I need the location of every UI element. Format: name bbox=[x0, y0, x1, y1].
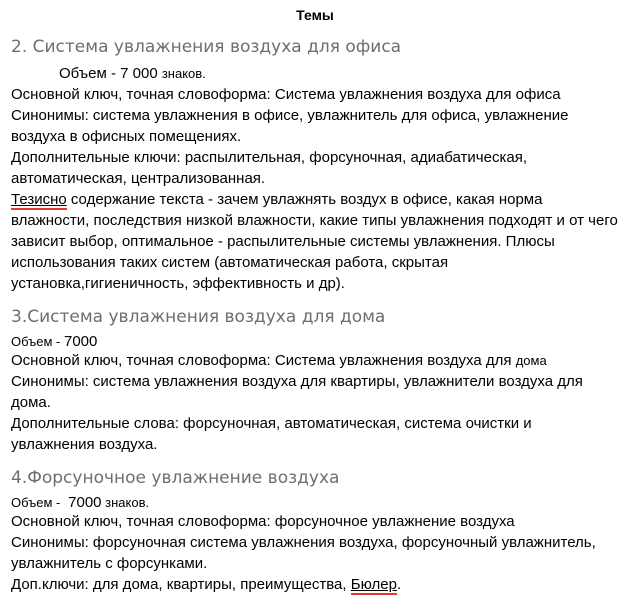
text-segment: Объем - 7 000 bbox=[59, 65, 162, 82]
misspelled-word: Бюлер bbox=[350, 576, 397, 593]
section-home-humidification bbox=[11, 306, 619, 455]
main-key-line bbox=[11, 511, 619, 532]
extra-keys-line bbox=[11, 147, 619, 189]
synonyms-line bbox=[11, 371, 619, 413]
text-segment: знаков. bbox=[101, 495, 150, 510]
text-segment: дома bbox=[515, 353, 547, 368]
text-segment: 7000 bbox=[63, 333, 98, 350]
text-segment: Объем - bbox=[11, 334, 64, 349]
section-heading: 3.Система увлажнения воздуха для дома bbox=[11, 307, 386, 327]
section-heading: 2. Система увлажнения воздуха для офиса bbox=[11, 37, 402, 57]
text-segment: 7000 bbox=[63, 494, 102, 511]
volume-line bbox=[11, 333, 619, 350]
text-segment: Основной ключ, точная словоформа: Система увлажнения воздуха для офиса bbox=[11, 86, 561, 103]
extra-keys-line bbox=[11, 574, 619, 595]
extra-words-line bbox=[11, 413, 619, 455]
text-segment: Синонимы: форсуночная система увлажнения воздуха, форсуночный увлажнитель, увлажнитель с форсунками. bbox=[11, 534, 596, 572]
section-heading: 4.Форсуночное увлажнение воздуха bbox=[11, 468, 340, 488]
text-segment: Основной ключ, точная словоформа: форсуночное увлажнение воздуха bbox=[11, 513, 515, 530]
main-key-line bbox=[11, 350, 619, 371]
synonyms-line bbox=[11, 105, 619, 147]
volume-line bbox=[11, 494, 619, 511]
misspelled-word: Тезисно bbox=[11, 191, 67, 208]
text-segment: Основной ключ, точная словоформа: Система увлажнения воздуха для bbox=[11, 352, 516, 369]
document-title: Темы bbox=[296, 7, 334, 23]
text-segment: содержание текста - зачем увлажнять воздух в офисе, какая норма влажности, последствия низкой влажности, какие типы увлажнения подходят и от чего зависит выбор, оптимальное - распылительные системы увлажнения. Плюсы использования таких систем (автоматическая работа, скрытая установка,гигиеничность, эффективность и др). bbox=[11, 191, 618, 292]
text-segment: Дополнительные слова: форсуночная, автоматическая, система очистки и увлажнения воздуха. bbox=[11, 415, 532, 453]
text-segment: Синонимы: система увлажнения воздуха для квартиры, увлажнители воздуха для дома. bbox=[11, 373, 583, 411]
text-segment: Дополнительные ключи: распылительная, форсуночная, адиабатическая, автоматическая, централизованная. bbox=[11, 149, 527, 187]
text-segment: знаков. bbox=[161, 66, 206, 81]
main-key-line bbox=[11, 84, 619, 105]
text-segment: Доп.ключи: для дома, квартиры, преимущества, bbox=[11, 576, 351, 593]
section-office-humidification bbox=[11, 36, 619, 294]
synonyms-line bbox=[11, 532, 619, 574]
text-segment: Синонимы: система увлажнения в офисе, увлажнитель для офиса, увлажнение воздуха в офисных помещениях. bbox=[11, 107, 569, 145]
text-segment: Объем - bbox=[11, 495, 64, 510]
section-nozzle-humidification bbox=[11, 467, 619, 595]
volume-line bbox=[11, 63, 619, 84]
summary-line bbox=[11, 189, 619, 294]
text-segment: . bbox=[396, 576, 402, 593]
